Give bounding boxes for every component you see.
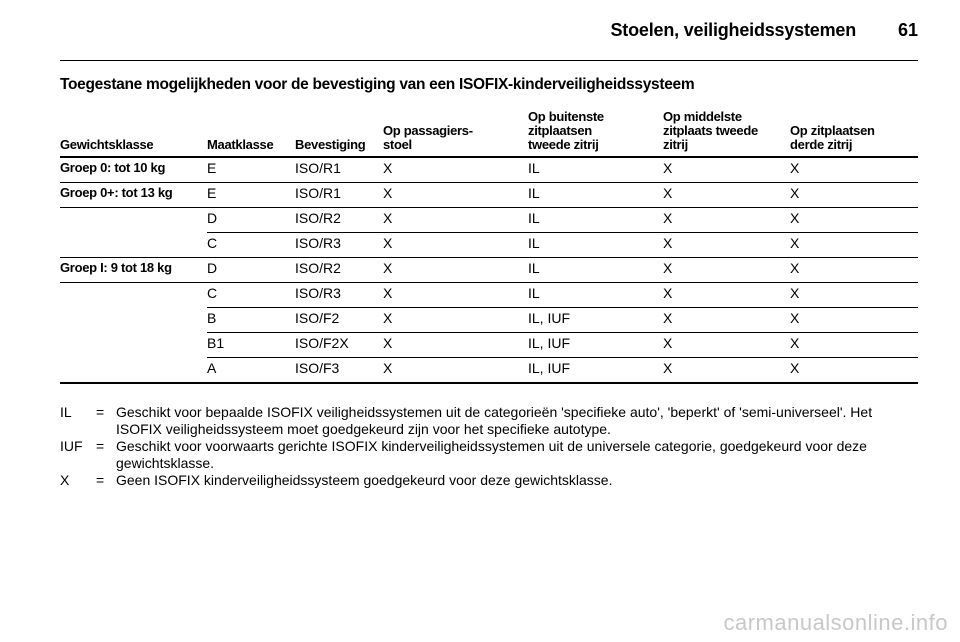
table-cell: X: [383, 308, 528, 333]
header-divider: [60, 60, 918, 61]
table-row: [60, 308, 918, 333]
table-cell: IL, IUF: [528, 333, 663, 358]
legend-item: [60, 472, 918, 489]
table-cell: X: [790, 183, 918, 208]
column-header: Op zitplaatsen derde zitrij: [790, 106, 918, 157]
table-cell: X: [790, 208, 918, 233]
table-cell: D: [207, 258, 295, 283]
table-row: [60, 283, 918, 308]
table-cell: D: [207, 208, 295, 233]
table-cell: ISO/F3: [295, 358, 383, 384]
page-number: 61: [897, 20, 918, 40]
table-cell: ISO/R3: [295, 233, 383, 258]
column-header: Op passagiers- stoel: [383, 106, 528, 157]
table-cell: X: [790, 308, 918, 333]
legend-text: Geschikt voor voorwaarts gerichte ISOFIX kinderveiligheidssystemen uit de universele categorie, goedgekeurd voor deze gewichtsklasse.: [116, 438, 867, 471]
table-cell: E: [207, 183, 295, 208]
table-cell: B: [207, 308, 295, 333]
table-row: [60, 333, 918, 358]
section-title: Toegestane mogelijkheden voor de bevestiging van een ISOFIX-kinderveiligheidssysteem: [60, 76, 695, 93]
table-row: [60, 258, 918, 283]
table-cell: X: [790, 157, 918, 183]
weight-class-cell: [60, 333, 207, 358]
table-cell: X: [383, 358, 528, 384]
weight-class-cell: [60, 358, 207, 384]
table-cell: ISO/F2X: [295, 333, 383, 358]
table-cell: C: [207, 233, 295, 258]
legend-item: [60, 438, 918, 472]
table-cell: X: [383, 183, 528, 208]
column-header: Maatklasse: [207, 106, 295, 157]
legend: [60, 404, 918, 489]
table-cell: X: [383, 258, 528, 283]
table-cell: X: [383, 233, 528, 258]
table-cell: ISO/R2: [295, 208, 383, 233]
table-row: [60, 358, 918, 384]
table-cell: A: [207, 358, 295, 384]
legend-item: [60, 404, 918, 438]
legend-eq: =: [96, 438, 105, 454]
table-cell: B1: [207, 333, 295, 358]
table-row: [60, 208, 918, 233]
table-header-row: [60, 106, 918, 157]
column-header: Gewichtsklasse: [60, 106, 207, 157]
table-cell: X: [663, 208, 790, 233]
table-cell: ISO/R2: [295, 258, 383, 283]
column-header: Op middelste zitplaats tweede zitrij: [663, 106, 790, 157]
table-row: [60, 183, 918, 208]
legend-text: Geen ISOFIX kinderveiligheidssysteem goedgekeurd voor deze gewichtsklasse.: [116, 472, 613, 488]
table-cell: X: [663, 333, 790, 358]
table-cell: ISO/R3: [295, 283, 383, 308]
legend-key: IL: [60, 404, 72, 420]
table-cell: ISO/F2: [295, 308, 383, 333]
table-cell: IL: [528, 208, 663, 233]
table-cell: IL: [528, 258, 663, 283]
table-cell: IL: [528, 183, 663, 208]
table-cell: X: [663, 358, 790, 384]
column-header: Bevestiging: [295, 106, 383, 157]
table-cell: IL: [528, 233, 663, 258]
table-row: [60, 233, 918, 258]
legend-eq: =: [96, 404, 105, 420]
weight-class-cell: Groep 0+: tot 13 kg: [60, 183, 207, 208]
weight-class-cell: Groep I: 9 tot 18 kg: [60, 258, 207, 283]
weight-class-cell: [60, 233, 207, 258]
legend-eq: =: [96, 472, 105, 488]
watermark: carmanualsonline.info: [723, 610, 948, 635]
table-cell: IL: [528, 283, 663, 308]
table-cell: IL: [528, 157, 663, 183]
isofix-table: [60, 106, 918, 384]
legend-text: Geschikt voor bepaalde ISOFIX veiligheidssystemen uit de categorieën 'specifieke auto', 'beperkt' of 'semi-universeel'. Het ISOFIX veiligheidssysteem moet goedgekeurd zijn voor het specifieke autotype.: [116, 404, 873, 437]
table-cell: C: [207, 283, 295, 308]
weight-class-cell: [60, 283, 207, 308]
table-cell: X: [790, 233, 918, 258]
weight-class-cell: [60, 308, 207, 333]
legend-key: X: [60, 472, 70, 488]
table-cell: X: [383, 333, 528, 358]
table-row: [60, 157, 918, 183]
table-cell: X: [383, 157, 528, 183]
table-cell: IL, IUF: [528, 358, 663, 384]
table-cell: X: [663, 233, 790, 258]
legend-key: IUF: [60, 438, 83, 454]
table-cell: IL, IUF: [528, 308, 663, 333]
table-cell: X: [790, 283, 918, 308]
table-cell: X: [663, 157, 790, 183]
table-cell: X: [790, 358, 918, 384]
table-cell: ISO/R1: [295, 183, 383, 208]
table-cell: X: [790, 333, 918, 358]
table-cell: X: [383, 208, 528, 233]
table-cell: E: [207, 157, 295, 183]
table-cell: ISO/R1: [295, 157, 383, 183]
weight-class-cell: [60, 208, 207, 233]
table-cell: X: [663, 183, 790, 208]
page-title: Stoelen, veiligheidssystemen: [610, 20, 856, 40]
table-cell: X: [663, 258, 790, 283]
table-cell: X: [790, 258, 918, 283]
page-header: [60, 18, 918, 46]
column-header: Op buitenste zitplaatsen tweede zitrij: [528, 106, 663, 157]
weight-class-cell: Groep 0: tot 10 kg: [60, 157, 207, 183]
table-cell: X: [663, 308, 790, 333]
table-cell: X: [663, 283, 790, 308]
table-cell: X: [383, 283, 528, 308]
